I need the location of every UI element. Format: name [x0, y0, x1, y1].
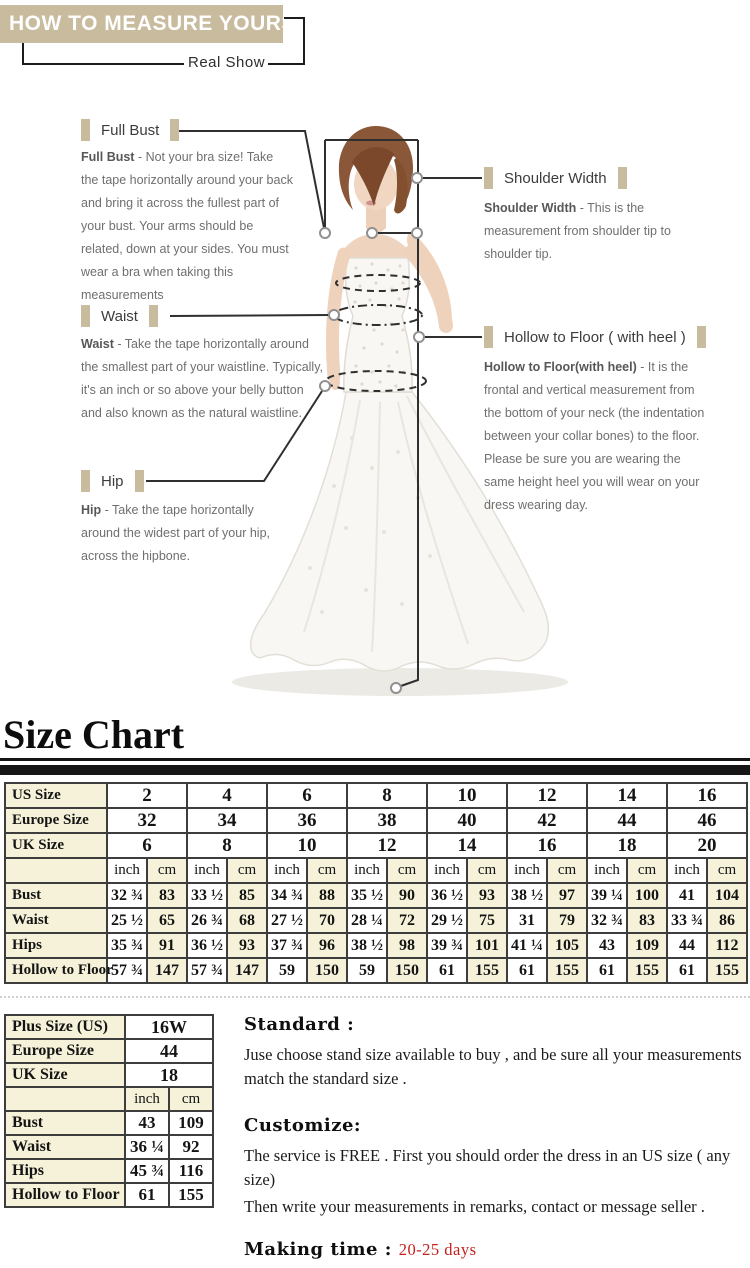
unit-inch-header: inch [587, 858, 627, 883]
customize-line-1: The service is FREE . First you should order the dress in an US size ( any size) [244, 1145, 731, 1189]
divider-thick [0, 765, 750, 775]
bracket-line [22, 63, 184, 65]
plus-measure-row [5, 1111, 213, 1135]
measure-inch-value: 29 ½ [427, 908, 467, 933]
ordering-notes [244, 1014, 750, 1268]
measure-cm-value: 109 [169, 1111, 213, 1135]
measure-inch-value: 35 ¾ [107, 933, 147, 958]
size-row [5, 783, 747, 808]
row-label: Hips [5, 933, 107, 958]
unit-cm-header: cm [467, 858, 507, 883]
measure-inch-value: 61 [587, 958, 627, 983]
plus-size-row [5, 1015, 213, 1039]
bracket-line [284, 17, 305, 19]
measure-cm-value: 98 [387, 933, 427, 958]
bottom-area [0, 1014, 750, 1268]
plus-measure-row [5, 1183, 213, 1207]
plus-measure-row [5, 1135, 213, 1159]
unit-inch-header: inch [667, 858, 707, 883]
measure-inch-value: 61 [125, 1183, 169, 1207]
measure-inch-value: 45 ¾ [125, 1159, 169, 1183]
row-label: Europe Size [5, 808, 107, 833]
size-value: 16 [507, 833, 587, 858]
plus-measure-row [5, 1159, 213, 1183]
making-time-value: 20-25 days [398, 1239, 477, 1259]
size-value: 10 [267, 833, 347, 858]
measure-inch-value: 61 [667, 958, 707, 983]
row-label: Hips [5, 1159, 125, 1183]
tan-tick-icon [135, 470, 144, 492]
standard-body: Juse choose stand size available to buy , and be sure all your measurements match the standard size . [244, 1045, 742, 1088]
unit-cm-header: cm [307, 858, 347, 883]
measure-cm-value: 83 [627, 908, 667, 933]
size-value: 42 [507, 808, 587, 833]
row-label-empty [5, 1087, 125, 1111]
measure-cm-value: 155 [169, 1183, 213, 1207]
measure-cm-value: 104 [707, 883, 747, 908]
shoulder-width-description: Shoulder Width - This is the measurement from shoulder tip to shoulder tip. [484, 201, 671, 261]
measure-row [5, 958, 747, 983]
measure-inch-value: 61 [427, 958, 467, 983]
measure-cm-value: 101 [467, 933, 507, 958]
measure-inch-value: 34 ¾ [267, 883, 307, 908]
row-label: Hollow to Floor [5, 958, 107, 983]
measure-inch-value: 61 [507, 958, 547, 983]
size-value: 16 [667, 783, 747, 808]
bracket-line [268, 63, 305, 65]
measure-inch-value: 39 ¼ [587, 883, 627, 908]
size-value: 44 [587, 808, 667, 833]
plus-unit-header-row [5, 1087, 213, 1111]
row-label: UK Size [5, 833, 107, 858]
measure-cm-value: 116 [169, 1159, 213, 1183]
size-value: 8 [187, 833, 267, 858]
measure-inch-value: 36 ½ [427, 883, 467, 908]
measure-inch-value: 43 [125, 1111, 169, 1135]
measure-inch-value: 26 ¾ [187, 908, 227, 933]
row-label: Plus Size (US) [5, 1015, 125, 1039]
size-value: 46 [667, 808, 747, 833]
measure-cm-value: 93 [227, 933, 267, 958]
divider-thin [0, 758, 750, 761]
size-value: 34 [187, 808, 267, 833]
size-value: 8 [347, 783, 427, 808]
row-label: UK Size [5, 1063, 125, 1087]
size-chart-section [0, 714, 750, 1268]
unit-cm-header: cm [547, 858, 587, 883]
shoulder-width-label: Shoulder Width [484, 167, 627, 189]
plus-size-value: 18 [125, 1063, 213, 1087]
hip-label: Hip [81, 470, 144, 492]
plus-size-row [5, 1039, 213, 1063]
unit-inch-header: inch [347, 858, 387, 883]
waist-connector [170, 315, 329, 316]
unit-cm-header: cm [627, 858, 667, 883]
measure-cm-value: 105 [547, 933, 587, 958]
dotted-divider [0, 996, 750, 998]
measure-cm-value: 109 [627, 933, 667, 958]
measure-cm-value: 88 [307, 883, 347, 908]
section-title-bar [0, 5, 338, 43]
customize-heading: Customize: [244, 1114, 362, 1136]
measure-inch-value: 43 [587, 933, 627, 958]
measure-row [5, 933, 747, 958]
row-label: Bust [5, 1111, 125, 1135]
size-chart-title: Size Chart [3, 712, 185, 757]
row-label: Hollow to Floor [5, 1183, 125, 1207]
customize-line-2: Then write your measurements in remarks, contact or message seller . [244, 1196, 705, 1216]
size-row [5, 808, 747, 833]
plus-size-table [4, 1014, 214, 1208]
real-show-label: Real Show [188, 54, 266, 71]
measure-inch-value: 33 ½ [187, 883, 227, 908]
measure-inch-value: 27 ½ [267, 908, 307, 933]
measure-cm-value: 147 [227, 958, 267, 983]
bracket-line [22, 43, 24, 64]
size-value: 12 [347, 833, 427, 858]
measure-cm-value: 68 [227, 908, 267, 933]
unit-inch-header: inch [125, 1087, 169, 1111]
measure-inch-value: 59 [347, 958, 387, 983]
measure-cm-value: 79 [547, 908, 587, 933]
measure-cm-value: 96 [307, 933, 347, 958]
tan-tick-icon [81, 305, 90, 327]
size-value: 6 [107, 833, 187, 858]
measure-cm-value: 65 [147, 908, 187, 933]
unit-inch-header: inch [267, 858, 307, 883]
measure-cm-value: 93 [467, 883, 507, 908]
plus-size-value: 16W [125, 1015, 213, 1039]
measure-cm-value: 75 [467, 908, 507, 933]
measure-cm-value: 155 [627, 958, 667, 983]
row-label: Waist [5, 1135, 125, 1159]
hip-description: Hip - Take the tape horizontally around the widest part of your hip, across the hipbone. [81, 503, 271, 563]
size-value: 20 [667, 833, 747, 858]
measure-cm-value: 155 [467, 958, 507, 983]
measure-inch-value: 41 [667, 883, 707, 908]
measure-row [5, 908, 747, 933]
hollow-to-floor-label: Hollow to Floor ( with heel ) [484, 326, 706, 348]
full-bust-label: Full Bust [81, 119, 179, 141]
row-label: Bust [5, 883, 107, 908]
measure-inch-value: 32 ¾ [587, 908, 627, 933]
measure-cm-value: 90 [387, 883, 427, 908]
measure-inch-value: 31 [507, 908, 547, 933]
measure-cm-value: 112 [707, 933, 747, 958]
measure-row [5, 883, 747, 908]
hollow-to-floor-description: Hollow to Floor(with heel) - It is the frontal and vertical measurement from the bottom of your neck (the indentation between your collar bones) to the floor. Please be sure you are wearing the same height heel you will wear on your dress wearing day. [484, 360, 705, 512]
measure-inch-value: 59 [267, 958, 307, 983]
size-value: 38 [347, 808, 427, 833]
tan-tick-icon [484, 167, 493, 189]
size-value: 12 [507, 783, 587, 808]
measure-inch-value: 32 ¾ [107, 883, 147, 908]
bracket-line [303, 17, 305, 65]
tan-tick-icon [697, 326, 706, 348]
tan-tick-icon [484, 326, 493, 348]
unit-inch-header: inch [107, 858, 147, 883]
unit-cm-header: cm [169, 1087, 213, 1111]
measure-inch-value: 25 ½ [107, 908, 147, 933]
plus-size-value: 44 [125, 1039, 213, 1063]
measure-cm-value: 83 [147, 883, 187, 908]
tan-tick-icon [618, 167, 627, 189]
size-value: 36 [267, 808, 347, 833]
measure-inch-value: 36 ¼ [125, 1135, 169, 1159]
measure-inch-value: 57 ¾ [107, 958, 147, 983]
unit-inch-header: inch [507, 858, 547, 883]
measure-cm-value: 150 [307, 958, 347, 983]
size-value: 6 [267, 783, 347, 808]
making-time-heading: Making time : 20-25 days [244, 1238, 477, 1260]
full-bust-description: Full Bust - Not your bra size! Take the tape horizontally around your back and bring it across the fullest part of your bust. Your arms should be related, down at your sides. You must wear a bra when taking this measurements [81, 150, 293, 302]
measure-cm-value: 70 [307, 908, 347, 933]
measure-cm-value: 91 [147, 933, 187, 958]
unit-inch-header: inch [427, 858, 467, 883]
size-value: 32 [107, 808, 187, 833]
size-value: 10 [427, 783, 507, 808]
size-value: 14 [427, 833, 507, 858]
measure-cm-value: 100 [627, 883, 667, 908]
measure-cm-value: 155 [707, 958, 747, 983]
measure-inch-value: 41 ¼ [507, 933, 547, 958]
measure-cm-value: 86 [707, 908, 747, 933]
unit-cm-header: cm [707, 858, 747, 883]
size-value: 4 [187, 783, 267, 808]
unit-cm-header: cm [147, 858, 187, 883]
standard-heading: Standard : [244, 1014, 355, 1035]
measure-inch-value: 37 ¾ [267, 933, 307, 958]
plus-size-row [5, 1063, 213, 1087]
unit-cm-header: cm [387, 858, 427, 883]
measure-inch-value: 33 ¾ [667, 908, 707, 933]
row-label: Europe Size [5, 1039, 125, 1063]
unit-inch-header: inch [187, 858, 227, 883]
measure-cm-value: 85 [227, 883, 267, 908]
row-label: US Size [5, 783, 107, 808]
measure-inch-value: 38 ½ [347, 933, 387, 958]
measure-cm-value: 92 [169, 1135, 213, 1159]
measure-inch-value: 35 ½ [347, 883, 387, 908]
measure-cm-value: 147 [147, 958, 187, 983]
tan-tick-icon [149, 305, 158, 327]
measure-inch-value: 57 ¾ [187, 958, 227, 983]
measure-inch-value: 28 ¼ [347, 908, 387, 933]
row-label-empty [5, 858, 107, 883]
tan-tick-icon [81, 470, 90, 492]
measure-inch-value: 39 ¾ [427, 933, 467, 958]
tan-tick-icon [170, 119, 179, 141]
size-chart-table [4, 782, 748, 984]
waist-label: Waist [81, 305, 158, 327]
size-value: 18 [587, 833, 667, 858]
size-value: 14 [587, 783, 667, 808]
size-row [5, 833, 747, 858]
size-value: 2 [107, 783, 187, 808]
unit-header-row [5, 858, 747, 883]
tan-tick-icon [81, 119, 90, 141]
measure-inch-value: 36 ½ [187, 933, 227, 958]
unit-cm-header: cm [227, 858, 267, 883]
measure-cm-value: 155 [547, 958, 587, 983]
measure-cm-value: 150 [387, 958, 427, 983]
section-title: HOW TO MEASURE YOURSELF [9, 12, 338, 35]
measure-inch-value: 44 [667, 933, 707, 958]
measure-cm-value: 97 [547, 883, 587, 908]
row-label: Waist [5, 908, 107, 933]
waist-description: Waist - Take the tape horizontally around the smallest part of your waistline. Typically, it's an inch or so above your belly button and also known as the natural waistline. [81, 337, 323, 420]
measure-cm-value: 72 [387, 908, 427, 933]
measure-inch-value: 38 ½ [507, 883, 547, 908]
size-value: 40 [427, 808, 507, 833]
